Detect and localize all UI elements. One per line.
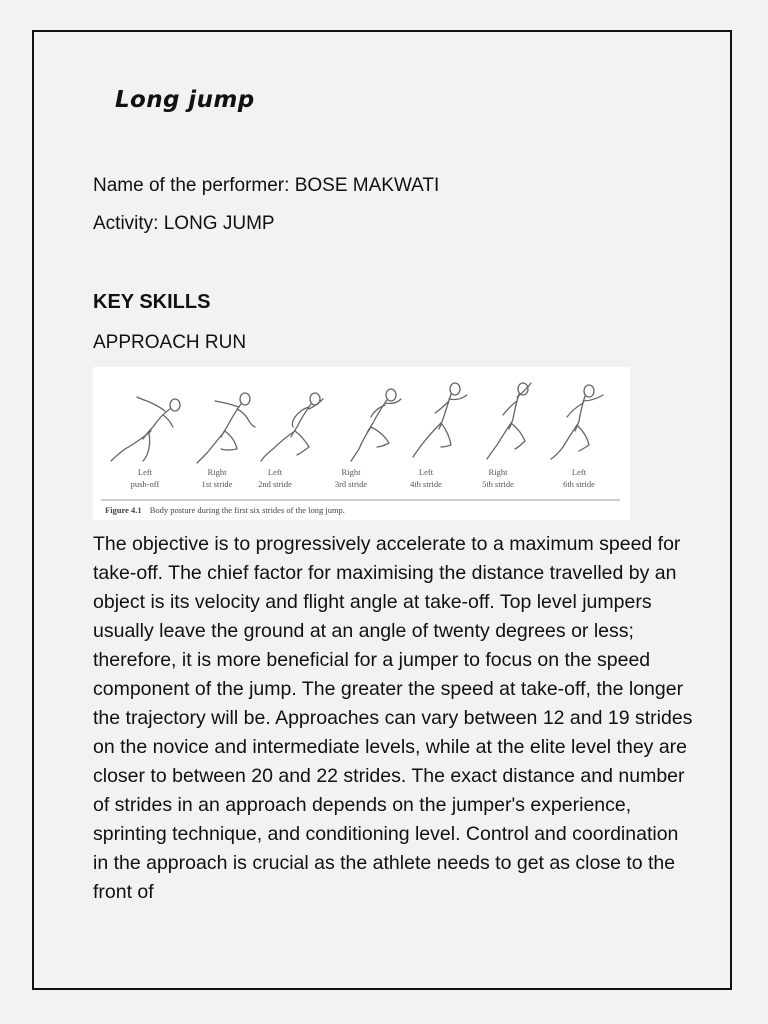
subsection-heading-approach-run: APPROACH RUN: [93, 332, 247, 353]
runner-figure-5: [413, 383, 467, 457]
performer-name-line: Name of the performer: BOSE MAKWATI: [93, 175, 440, 196]
stride-label-5-line2: 4th stride: [410, 479, 442, 489]
runner-figure-4: [351, 389, 401, 461]
body-paragraph: The objective is to progressively accelerate to a maximum speed for take-off. The chief factor for maximising the distance travelled by an object is its velocity and flight angle at take-off. Top level jumpers usually leave the ground at an angle of twenty degrees or less; therefore, it is more beneficial for a jumper to focus on the speed component of the jump. The greater the speed at take-off, the longer the trajectory will be. Approaches can vary between 12 and 19 strides on the novice and intermediate levels, while at the elite level they are closer to between 20 and 22 strides. The exact distance and number of strides in an approach depends on the jumper's experience, sprinting technique, and conditioning level. Control and coordination in the approach is crucial as the athlete needs to get as close to the front of: [93, 533, 693, 903]
stride-label-3-line2: 2nd stride: [258, 479, 292, 489]
document-title: Long jump: [115, 87, 255, 113]
stride-figure-illustration: [93, 367, 630, 520]
stride-label-3: [258, 467, 292, 489]
stride-label-1: [131, 467, 160, 489]
stride-label-3-line1: Left: [267, 467, 283, 477]
figure-caption-label: Figure 4.1: [105, 505, 142, 515]
figure-caption: [105, 505, 345, 515]
stride-label-2-line2: 1st stride: [201, 479, 233, 489]
stride-label-7-line1: Left: [571, 467, 587, 477]
runner-figure-6: [487, 383, 531, 459]
stride-label-6-line1: Right: [488, 467, 508, 477]
stride-label-6-line2: 5th stride: [482, 479, 514, 489]
stride-label-2-line1: Right: [207, 467, 227, 477]
stride-label-1-line2: push-off: [130, 479, 160, 489]
stride-label-4-line2: 3rd stride: [334, 479, 368, 489]
figure-caption-text: Body posture during the first six strides of the long jump.: [149, 505, 345, 515]
stride-label-4: [335, 467, 368, 489]
activity-line: Activity: LONG JUMP: [93, 213, 275, 234]
stride-label-6: [482, 467, 514, 489]
runner-figure-2: [197, 393, 255, 463]
stride-label-1-line1: Left: [137, 467, 153, 477]
stride-label-2: [202, 467, 233, 489]
runner-figure-7: [551, 385, 603, 459]
stride-label-4-line1: Right: [341, 467, 361, 477]
runner-figure-3: [261, 393, 323, 461]
stride-label-7: [563, 467, 595, 489]
section-heading-key-skills: KEY SKILLS: [93, 291, 211, 313]
document-page: [32, 30, 732, 990]
stride-label-5: [410, 467, 442, 489]
stride-label-5-line1: Left: [418, 467, 434, 477]
stride-label-7-line2: 6th stride: [563, 479, 595, 489]
runner-figure-1: [111, 397, 180, 461]
stride-figure: [93, 367, 630, 520]
